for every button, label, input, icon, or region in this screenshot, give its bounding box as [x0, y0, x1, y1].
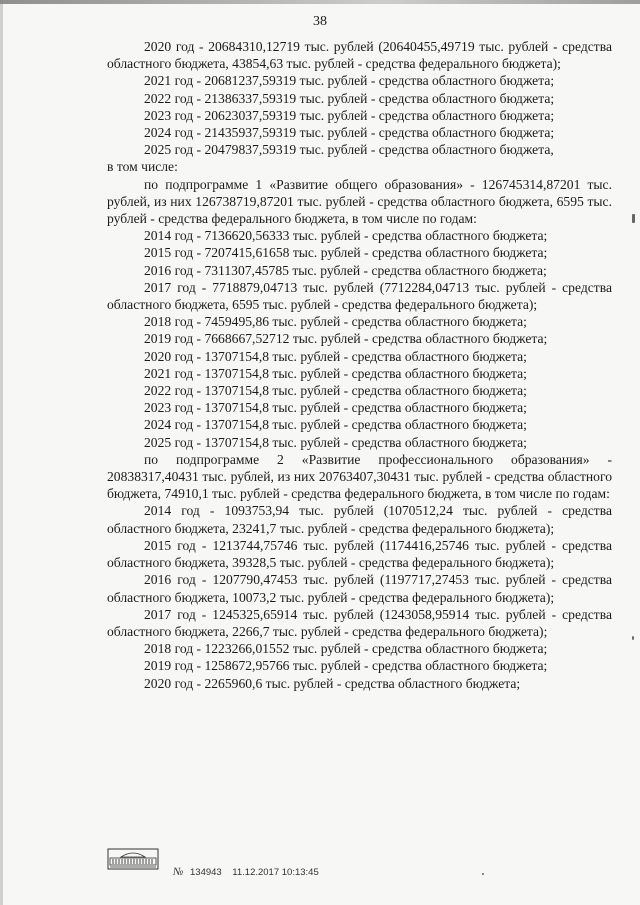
paragraph: 2020 год - 13707154,8 тыс. рублей - средства областного бюджета;: [144, 348, 527, 364]
paragraph: 2019 год - 1258672,95766 тыс. рублей - средства областного бюджета;: [144, 658, 548, 674]
number-mark: №: [173, 866, 184, 878]
paragraph: 2025 год - 20479837,59319 тыс. рублей - средства областного бюджета,: [144, 142, 554, 158]
scan-top-edge: [0, 0, 640, 4]
government-building-stamp-icon: [107, 848, 159, 870]
paragraph: по подпрограмме 2 «Развитие профессионального образования» - 20838317,40431 тыс. рублей, из них 20763407,30431 тыс. рублей - средства областного бюджета, 74910,1 тыс. рублей - средства федерального бюджета, в том числе по годам:: [107, 451, 612, 502]
paragraph: 2024 год - 13707154,8 тыс. рублей - средства областного бюджета;: [144, 417, 527, 433]
page-number: 38: [313, 14, 327, 29]
paragraph: 2022 год - 13707154,8 тыс. рублей - средства областного бюджета;: [144, 383, 527, 399]
paragraph: 2016 год - 7311307,45785 тыс. рублей - средства областного бюджета;: [144, 262, 547, 278]
paragraph: 2021 год - 13707154,8 тыс. рублей - средства областного бюджета;: [144, 365, 527, 381]
paragraph: 2015 год - 1213744,75746 тыс. рублей (1174416,25746 тыс. рублей - средства областного бюджета, 39328,5 тыс. рублей - средства федерального бюджета);: [107, 537, 612, 571]
paragraph: 2020 год - 20684310,12719 тыс. рублей (20640455,49719 тыс. рублей - средства областного бюджета, 43854,63 тыс. рублей - средства федерального бюджета);: [107, 39, 612, 72]
paragraph: 2021 год - 20681237,59319 тыс. рублей - средства областного бюджета;: [144, 73, 555, 89]
paragraph: 2014 год - 7136620,56333 тыс. рублей - средства областного бюджета;: [144, 228, 548, 244]
document-number: 134943: [190, 867, 222, 878]
scan-speck: [632, 636, 634, 640]
paragraph: 2018 год - 7459495,86 тыс. рублей - средства областного бюджета;: [144, 314, 527, 330]
paragraph: 2020 год - 2265960,6 тыс. рублей - средства областного бюджета;: [144, 675, 521, 691]
scan-speck: [482, 873, 484, 875]
paragraph: 2023 год - 13707154,8 тыс. рублей - средства областного бюджета;: [144, 400, 527, 416]
paragraph: 2025 год - 13707154,8 тыс. рублей - средства областного бюджета;: [144, 434, 527, 450]
paragraph: 2017 год - 1245325,65914 тыс. рублей (1243058,95914 тыс. рублей - средства областного бюджета, 2266,7 тыс. рублей - средства федерального бюджета);: [107, 606, 612, 639]
paragraph: 2016 год - 1207790,47453 тыс. рублей (1197717,27453 тыс. рублей - средства областного бюджета, 10073,2 тыс. рублей - средства федерального бюджета);: [107, 572, 612, 605]
paragraph: 2017 год - 7718879,04713 тыс. рублей (7712284,04713 тыс. рублей - средства областного бюджета, 6595 тыс. рублей - средства федерального бюджета);: [107, 279, 612, 313]
paragraph: 2015 год - 7207415,61658 тыс. рублей - средства областного бюджета;: [144, 245, 548, 261]
scan-speck: [632, 214, 635, 223]
paragraph: 2024 год - 21435937,59319 тыс. рублей - средства областного бюджета;: [144, 125, 555, 141]
scan-left-edge: [0, 0, 3, 905]
paragraph: 2023 год - 20623037,59319 тыс. рублей - средства областного бюджета;: [144, 107, 555, 123]
paragraph: в том числе:: [107, 159, 178, 175]
document-body: [107, 38, 612, 692]
paragraph: 2014 год - 1093753,94 тыс. рублей (1070512,24 тыс. рублей - средства областного бюджета, 23241,7 тыс. рублей - средства федерального бюджета);: [107, 503, 612, 536]
document-timestamp: 11.12.2017 10:13:45: [232, 867, 319, 878]
paragraph: 2019 год - 7668667,52712 тыс. рублей - средства областного бюджета;: [144, 331, 548, 347]
paragraph: 2018 год - 1223266,01552 тыс. рублей - средства областного бюджета;: [144, 641, 548, 657]
paragraph: по подпрограмме 1 «Развитие общего образования» - 126745314,87201 тыс. рублей, из них 126738719,87201 тыс. рублей - средства областного бюджета, 6595 тыс. рублей - средства федерального бюджета, в том числе по годам:: [107, 176, 612, 227]
document-footer: [173, 866, 319, 878]
paragraph: 2022 год - 21386337,59319 тыс. рублей - средства областного бюджета;: [144, 90, 555, 106]
